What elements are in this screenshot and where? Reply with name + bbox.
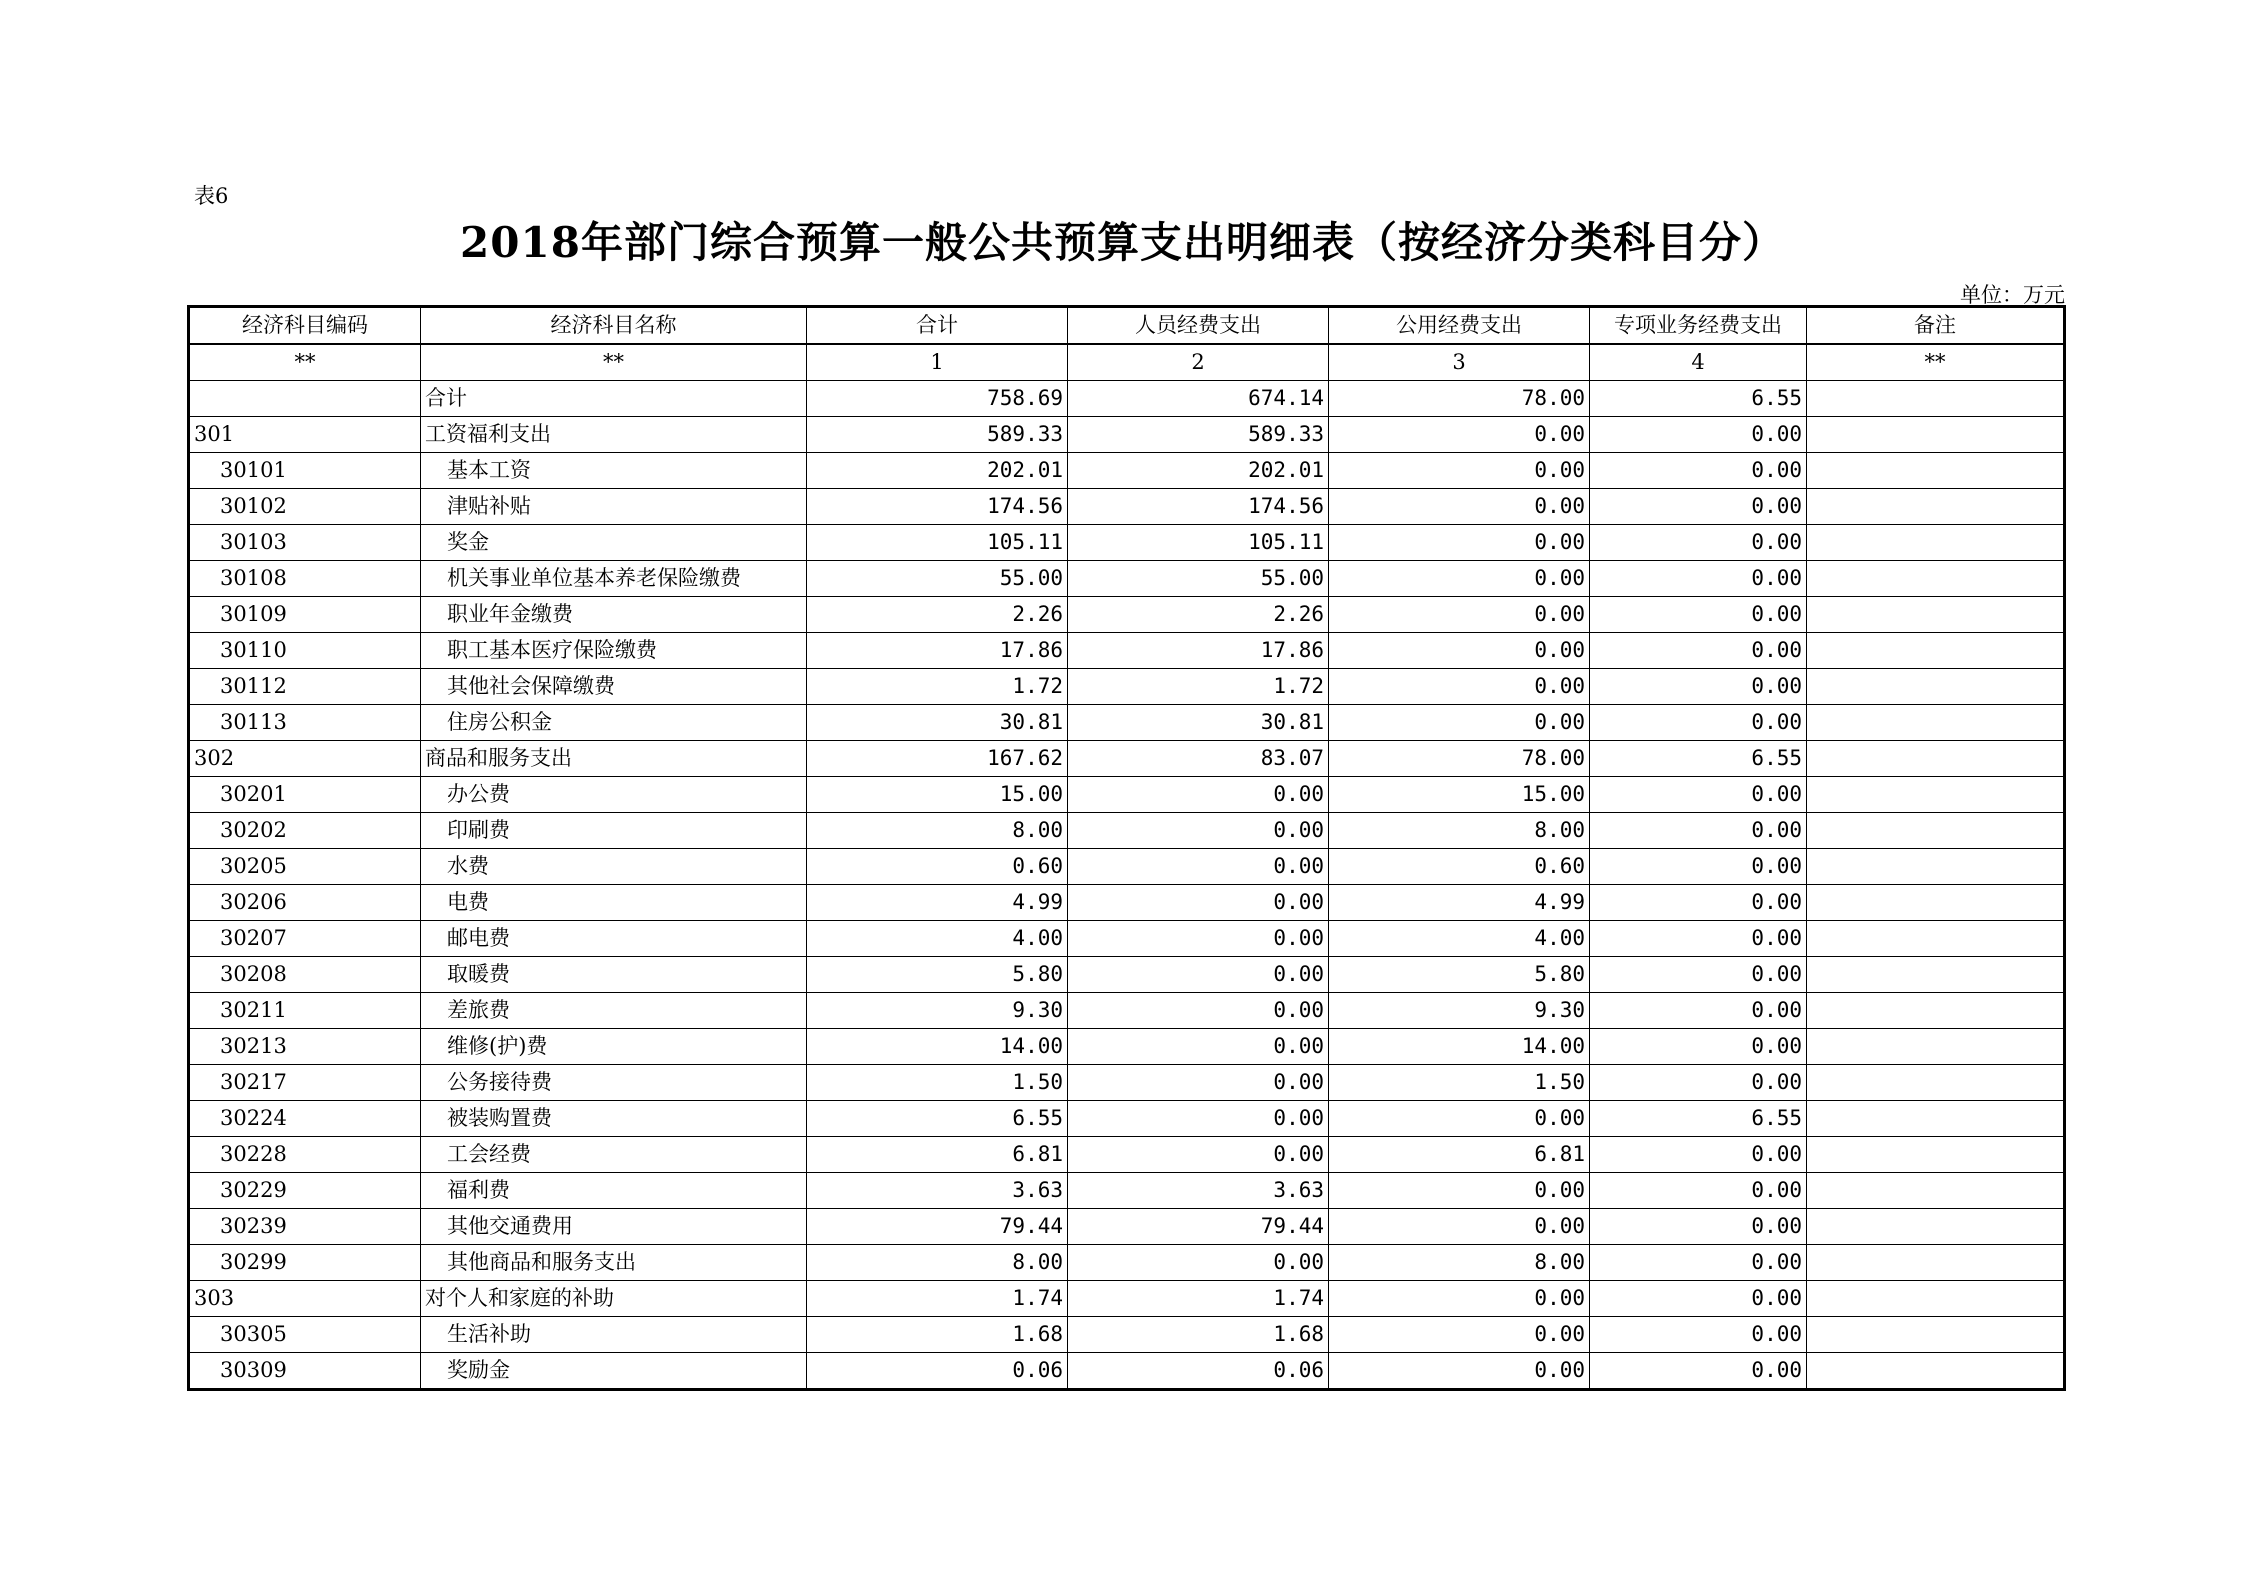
cell-code: 30228 xyxy=(189,1137,421,1173)
cell-code: 30109 xyxy=(189,597,421,633)
cell-public: 8.00 xyxy=(1329,813,1590,849)
cell-personnel: 1.72 xyxy=(1068,669,1329,705)
table-row xyxy=(189,849,2065,885)
cell-name: 职业年金缴费 xyxy=(421,597,807,633)
cell-public: 4.99 xyxy=(1329,885,1590,921)
table-row xyxy=(189,705,2065,741)
cell-code: 30202 xyxy=(189,813,421,849)
cell-note xyxy=(1807,777,2065,813)
cell-total: 758.69 xyxy=(807,381,1068,417)
table-row xyxy=(189,453,2065,489)
column-header-personnel: 人员经费支出 xyxy=(1068,307,1329,345)
cell-name: 工资福利支出 xyxy=(421,417,807,453)
cell-public: 9.30 xyxy=(1329,993,1590,1029)
cell-name: 福利费 xyxy=(421,1173,807,1209)
cell-public: 6.81 xyxy=(1329,1137,1590,1173)
cell-code: 30299 xyxy=(189,1245,421,1281)
cell-code xyxy=(189,381,421,417)
column-index-special: 4 xyxy=(1590,344,1807,381)
cell-special: 0.00 xyxy=(1590,1245,1807,1281)
cell-personnel: 83.07 xyxy=(1068,741,1329,777)
cell-code: 30309 xyxy=(189,1353,421,1390)
cell-personnel: 0.00 xyxy=(1068,1101,1329,1137)
cell-code: 30110 xyxy=(189,633,421,669)
table-row xyxy=(189,741,2065,777)
cell-personnel: 0.00 xyxy=(1068,1029,1329,1065)
cell-note xyxy=(1807,1029,2065,1065)
column-index-note: ** xyxy=(1807,344,2065,381)
cell-public: 0.00 xyxy=(1329,417,1590,453)
cell-special: 0.00 xyxy=(1590,1065,1807,1101)
cell-note xyxy=(1807,417,2065,453)
cell-total: 1.68 xyxy=(807,1317,1068,1353)
cell-note xyxy=(1807,741,2065,777)
cell-code: 30217 xyxy=(189,1065,421,1101)
cell-special: 0.00 xyxy=(1590,489,1807,525)
table-row xyxy=(189,1281,2065,1317)
cell-personnel: 1.74 xyxy=(1068,1281,1329,1317)
column-index-personnel: 2 xyxy=(1068,344,1329,381)
cell-personnel: 0.00 xyxy=(1068,957,1329,993)
cell-total: 79.44 xyxy=(807,1209,1068,1245)
cell-total: 0.06 xyxy=(807,1353,1068,1390)
cell-personnel: 0.00 xyxy=(1068,993,1329,1029)
cell-name: 维修(护)费 xyxy=(421,1029,807,1065)
cell-personnel: 79.44 xyxy=(1068,1209,1329,1245)
cell-total: 1.50 xyxy=(807,1065,1068,1101)
cell-code: 30305 xyxy=(189,1317,421,1353)
cell-total: 15.00 xyxy=(807,777,1068,813)
cell-name: 公务接待费 xyxy=(421,1065,807,1101)
cell-name: 水费 xyxy=(421,849,807,885)
cell-note xyxy=(1807,1137,2065,1173)
budget-table xyxy=(187,305,2066,1391)
cell-public: 0.00 xyxy=(1329,489,1590,525)
page-title: 2018年部门综合预算一般公共预算支出明细表（按经济分类科目分） xyxy=(460,218,1785,267)
table-row xyxy=(189,957,2065,993)
cell-total: 3.63 xyxy=(807,1173,1068,1209)
cell-name: 住房公积金 xyxy=(421,705,807,741)
cell-name: 取暖费 xyxy=(421,957,807,993)
cell-note xyxy=(1807,849,2065,885)
table-row xyxy=(189,633,2065,669)
cell-personnel: 0.00 xyxy=(1068,777,1329,813)
cell-public: 1.50 xyxy=(1329,1065,1590,1101)
cell-total: 0.60 xyxy=(807,849,1068,885)
cell-special: 0.00 xyxy=(1590,993,1807,1029)
cell-total: 30.81 xyxy=(807,705,1068,741)
cell-special: 0.00 xyxy=(1590,777,1807,813)
cell-public: 0.00 xyxy=(1329,1353,1590,1390)
cell-note xyxy=(1807,525,2065,561)
cell-personnel: 0.00 xyxy=(1068,813,1329,849)
cell-special: 6.55 xyxy=(1590,381,1807,417)
table-row xyxy=(189,561,2065,597)
cell-public: 0.00 xyxy=(1329,561,1590,597)
table-row xyxy=(189,489,2065,525)
cell-total: 1.72 xyxy=(807,669,1068,705)
cell-special: 0.00 xyxy=(1590,669,1807,705)
cell-special: 0.00 xyxy=(1590,1209,1807,1245)
cell-note xyxy=(1807,1101,2065,1137)
cell-personnel: 0.00 xyxy=(1068,885,1329,921)
cell-public: 78.00 xyxy=(1329,381,1590,417)
cell-name: 被装购置费 xyxy=(421,1101,807,1137)
cell-special: 0.00 xyxy=(1590,849,1807,885)
cell-total: 17.86 xyxy=(807,633,1068,669)
cell-note xyxy=(1807,1065,2065,1101)
cell-total: 174.56 xyxy=(807,489,1068,525)
cell-personnel: 30.81 xyxy=(1068,705,1329,741)
table-row xyxy=(189,1173,2065,1209)
cell-public: 0.00 xyxy=(1329,669,1590,705)
cell-special: 0.00 xyxy=(1590,453,1807,489)
table-row xyxy=(189,1317,2065,1353)
column-header-name: 经济科目名称 xyxy=(421,307,807,345)
cell-special: 0.00 xyxy=(1590,1173,1807,1209)
cell-name: 基本工资 xyxy=(421,453,807,489)
cell-code: 30102 xyxy=(189,489,421,525)
cell-special: 0.00 xyxy=(1590,561,1807,597)
cell-public: 0.00 xyxy=(1329,525,1590,561)
cell-note xyxy=(1807,705,2065,741)
table-row xyxy=(189,1065,2065,1101)
cell-total: 6.81 xyxy=(807,1137,1068,1173)
cell-public: 0.00 xyxy=(1329,1173,1590,1209)
table-row xyxy=(189,885,2065,921)
cell-note xyxy=(1807,957,2065,993)
table-row xyxy=(189,597,2065,633)
cell-code: 30113 xyxy=(189,705,421,741)
cell-name: 对个人和家庭的补助 xyxy=(421,1281,807,1317)
cell-name: 其他交通费用 xyxy=(421,1209,807,1245)
cell-code: 30207 xyxy=(189,921,421,957)
cell-name: 机关事业单位基本养老保险缴费 xyxy=(421,561,807,597)
cell-code: 30213 xyxy=(189,1029,421,1065)
cell-name: 办公费 xyxy=(421,777,807,813)
cell-special: 0.00 xyxy=(1590,705,1807,741)
table-header-row xyxy=(189,307,2065,345)
cell-total: 4.00 xyxy=(807,921,1068,957)
cell-total: 4.99 xyxy=(807,885,1068,921)
cell-name: 生活补助 xyxy=(421,1317,807,1353)
cell-total: 1.74 xyxy=(807,1281,1068,1317)
cell-personnel: 674.14 xyxy=(1068,381,1329,417)
cell-special: 6.55 xyxy=(1590,1101,1807,1137)
cell-note xyxy=(1807,921,2065,957)
column-header-special: 专项业务经费支出 xyxy=(1590,307,1807,345)
cell-name: 商品和服务支出 xyxy=(421,741,807,777)
cell-public: 15.00 xyxy=(1329,777,1590,813)
cell-special: 0.00 xyxy=(1590,1317,1807,1353)
cell-code: 30112 xyxy=(189,669,421,705)
table-row xyxy=(189,1029,2065,1065)
cell-personnel: 202.01 xyxy=(1068,453,1329,489)
cell-public: 0.00 xyxy=(1329,597,1590,633)
cell-public: 0.00 xyxy=(1329,1209,1590,1245)
cell-name: 其他商品和服务支出 xyxy=(421,1245,807,1281)
cell-total: 55.00 xyxy=(807,561,1068,597)
cell-public: 0.00 xyxy=(1329,1281,1590,1317)
cell-personnel: 3.63 xyxy=(1068,1173,1329,1209)
cell-public: 5.80 xyxy=(1329,957,1590,993)
cell-special: 0.00 xyxy=(1590,1137,1807,1173)
cell-public: 8.00 xyxy=(1329,1245,1590,1281)
cell-code: 30229 xyxy=(189,1173,421,1209)
cell-total: 6.55 xyxy=(807,1101,1068,1137)
cell-code: 30108 xyxy=(189,561,421,597)
cell-note xyxy=(1807,633,2065,669)
cell-code: 30208 xyxy=(189,957,421,993)
unit-label: 单位：万元 xyxy=(1960,283,2065,307)
cell-personnel: 1.68 xyxy=(1068,1317,1329,1353)
column-index-total: 1 xyxy=(807,344,1068,381)
cell-personnel: 2.26 xyxy=(1068,597,1329,633)
column-header-code: 经济科目编码 xyxy=(189,307,421,345)
cell-code: 30205 xyxy=(189,849,421,885)
cell-name: 邮电费 xyxy=(421,921,807,957)
cell-name: 奖励金 xyxy=(421,1353,807,1390)
cell-total: 589.33 xyxy=(807,417,1068,453)
table-row xyxy=(189,1137,2065,1173)
cell-public: 0.00 xyxy=(1329,633,1590,669)
cell-name: 其他社会保障缴费 xyxy=(421,669,807,705)
cell-code: 30239 xyxy=(189,1209,421,1245)
cell-total: 8.00 xyxy=(807,1245,1068,1281)
cell-total: 167.62 xyxy=(807,741,1068,777)
cell-special: 0.00 xyxy=(1590,525,1807,561)
cell-total: 5.80 xyxy=(807,957,1068,993)
cell-name: 合计 xyxy=(421,381,807,417)
cell-code: 30224 xyxy=(189,1101,421,1137)
cell-special: 6.55 xyxy=(1590,741,1807,777)
cell-public: 78.00 xyxy=(1329,741,1590,777)
cell-note xyxy=(1807,1353,2065,1390)
cell-public: 0.60 xyxy=(1329,849,1590,885)
column-index-public: 3 xyxy=(1329,344,1590,381)
table-row xyxy=(189,777,2065,813)
cell-personnel: 0.00 xyxy=(1068,921,1329,957)
cell-special: 0.00 xyxy=(1590,1353,1807,1390)
cell-public: 0.00 xyxy=(1329,705,1590,741)
cell-personnel: 589.33 xyxy=(1068,417,1329,453)
cell-public: 0.00 xyxy=(1329,1317,1590,1353)
table-row xyxy=(189,993,2065,1029)
cell-total: 105.11 xyxy=(807,525,1068,561)
cell-personnel: 105.11 xyxy=(1068,525,1329,561)
cell-special: 0.00 xyxy=(1590,417,1807,453)
cell-name: 津贴补贴 xyxy=(421,489,807,525)
cell-name: 差旅费 xyxy=(421,993,807,1029)
cell-total: 8.00 xyxy=(807,813,1068,849)
cell-note xyxy=(1807,561,2065,597)
cell-personnel: 0.00 xyxy=(1068,1245,1329,1281)
table-label: 表6 xyxy=(194,184,229,208)
cell-special: 0.00 xyxy=(1590,921,1807,957)
cell-code: 302 xyxy=(189,741,421,777)
cell-name: 奖金 xyxy=(421,525,807,561)
cell-public: 14.00 xyxy=(1329,1029,1590,1065)
cell-special: 0.00 xyxy=(1590,957,1807,993)
column-index-name: ** xyxy=(421,344,807,381)
cell-special: 0.00 xyxy=(1590,1029,1807,1065)
table-row xyxy=(189,1353,2065,1390)
cell-note xyxy=(1807,1209,2065,1245)
cell-special: 0.00 xyxy=(1590,885,1807,921)
cell-note xyxy=(1807,381,2065,417)
table-row xyxy=(189,813,2065,849)
cell-note xyxy=(1807,993,2065,1029)
cell-code: 30211 xyxy=(189,993,421,1029)
cell-code: 301 xyxy=(189,417,421,453)
cell-public: 4.00 xyxy=(1329,921,1590,957)
cell-personnel: 0.00 xyxy=(1068,1137,1329,1173)
cell-total: 202.01 xyxy=(807,453,1068,489)
cell-total: 2.26 xyxy=(807,597,1068,633)
cell-code: 30101 xyxy=(189,453,421,489)
cell-note xyxy=(1807,1281,2065,1317)
cell-note xyxy=(1807,1245,2065,1281)
table-row xyxy=(189,525,2065,561)
column-header-note: 备注 xyxy=(1807,307,2065,345)
cell-personnel: 174.56 xyxy=(1068,489,1329,525)
cell-name: 电费 xyxy=(421,885,807,921)
cell-note xyxy=(1807,885,2065,921)
column-index-row xyxy=(189,344,2065,381)
table-row xyxy=(189,1245,2065,1281)
cell-note xyxy=(1807,813,2065,849)
table-row xyxy=(189,381,2065,417)
cell-special: 0.00 xyxy=(1590,633,1807,669)
table-row xyxy=(189,921,2065,957)
cell-note xyxy=(1807,489,2065,525)
cell-public: 0.00 xyxy=(1329,1101,1590,1137)
cell-name: 印刷费 xyxy=(421,813,807,849)
table-row xyxy=(189,669,2065,705)
column-index-code: ** xyxy=(189,344,421,381)
cell-total: 9.30 xyxy=(807,993,1068,1029)
cell-public: 0.00 xyxy=(1329,453,1590,489)
cell-note xyxy=(1807,669,2065,705)
cell-personnel: 55.00 xyxy=(1068,561,1329,597)
table-body xyxy=(189,307,2065,1390)
column-header-total: 合计 xyxy=(807,307,1068,345)
cell-note xyxy=(1807,1173,2065,1209)
cell-name: 职工基本医疗保险缴费 xyxy=(421,633,807,669)
cell-note xyxy=(1807,1317,2065,1353)
cell-note xyxy=(1807,453,2065,489)
cell-note xyxy=(1807,597,2065,633)
cell-total: 14.00 xyxy=(807,1029,1068,1065)
cell-personnel: 0.06 xyxy=(1068,1353,1329,1390)
cell-special: 0.00 xyxy=(1590,597,1807,633)
column-header-public: 公用经费支出 xyxy=(1329,307,1590,345)
cell-code: 30103 xyxy=(189,525,421,561)
cell-code: 30201 xyxy=(189,777,421,813)
cell-personnel: 0.00 xyxy=(1068,1065,1329,1101)
table-row xyxy=(189,1101,2065,1137)
table-row xyxy=(189,1209,2065,1245)
cell-code: 303 xyxy=(189,1281,421,1317)
cell-name: 工会经费 xyxy=(421,1137,807,1173)
cell-code: 30206 xyxy=(189,885,421,921)
table-row xyxy=(189,417,2065,453)
cell-personnel: 17.86 xyxy=(1068,633,1329,669)
cell-personnel: 0.00 xyxy=(1068,849,1329,885)
cell-special: 0.00 xyxy=(1590,813,1807,849)
cell-special: 0.00 xyxy=(1590,1281,1807,1317)
